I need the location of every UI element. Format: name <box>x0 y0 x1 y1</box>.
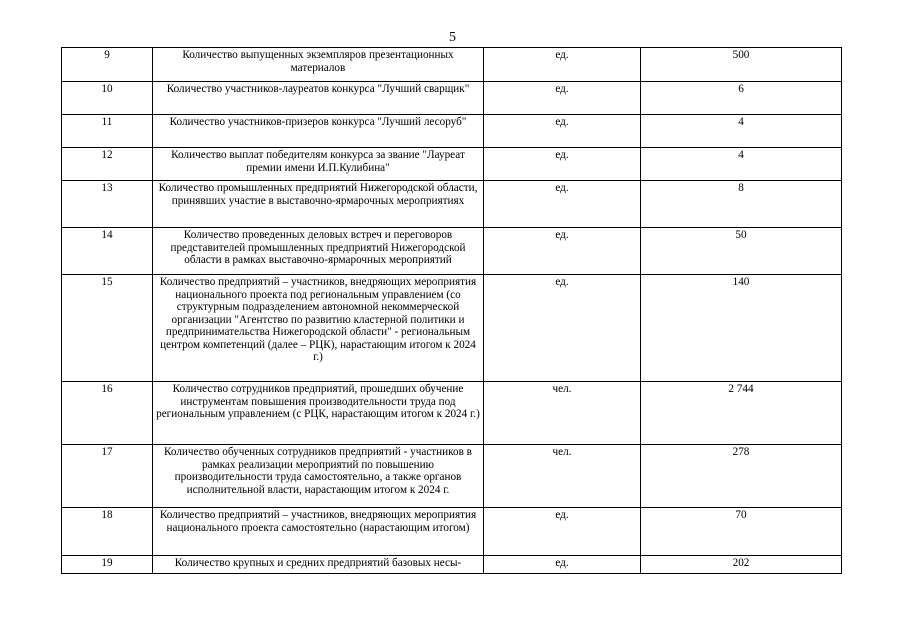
value-cell: 4 <box>641 148 842 181</box>
table-row <box>62 382 842 445</box>
unit-cell: чел. <box>484 445 641 508</box>
table-row <box>62 82 842 115</box>
row-number-cell: 19 <box>62 556 153 574</box>
unit-cell: ед. <box>484 115 641 148</box>
page-number: 5 <box>449 30 456 45</box>
unit-cell: ед. <box>484 82 641 115</box>
indicator-name-cell: Количество крупных и средних предприятий базовых несы- <box>153 556 484 574</box>
indicator-name-cell: Количество промышленных предприятий Нижегородской области, принявших участие в выставочно-ярмарочных мероприятиях <box>153 181 484 228</box>
value-cell: 8 <box>641 181 842 228</box>
value-cell: 70 <box>641 508 842 556</box>
indicator-name-cell: Количество сотрудников предприятий, прошедших обучение инструментам повышения производительности труда под региональным управлением (с РЦК, нарастающим итогом к 2024 г.) <box>153 382 484 445</box>
value-cell: 140 <box>641 275 842 382</box>
row-number-cell: 17 <box>62 445 153 508</box>
value-cell: 278 <box>641 445 842 508</box>
indicator-name-cell: Количество проведенных деловых встреч и переговоров представителей промышленных предприятий Нижегородской области в рамках выставочно-ярмарочных мероприятий <box>153 228 484 275</box>
indicator-name-cell: Количество выпущенных экземпляров презентационных материалов <box>153 48 484 82</box>
indicator-name-cell: Количество предприятий – участников, внедряющих мероприятия национального проекта под региональным управлением (со структурным подразделением автономной некоммерческой организации "Агентство по развитию кластерной политики и предпринимательства Нижегородской области" - региональным центром компетенций (далее – РЦК), нарастающим итогом к 2024 г.) <box>153 275 484 382</box>
unit-cell: ед. <box>484 556 641 574</box>
row-number-cell: 18 <box>62 508 153 556</box>
table-row <box>62 445 842 508</box>
row-number-cell: 15 <box>62 275 153 382</box>
unit-cell: ед. <box>484 228 641 275</box>
value-cell: 500 <box>641 48 842 82</box>
unit-cell: чел. <box>484 382 641 445</box>
table-row <box>62 275 842 382</box>
row-number-cell: 13 <box>62 181 153 228</box>
unit-cell: ед. <box>484 48 641 82</box>
indicator-name-cell: Количество предприятий – участников, внедряющих мероприятия национального проекта самостоятельно (нарастающим итогом) <box>153 508 484 556</box>
value-cell: 202 <box>641 556 842 574</box>
table-row <box>62 508 842 556</box>
row-number-cell: 9 <box>62 48 153 82</box>
indicator-name-cell: Количество участников-призеров конкурса "Лучший лесоруб" <box>153 115 484 148</box>
table-row <box>62 181 842 228</box>
indicator-name-cell: Количество обученных сотрудников предприятий - участников в рамках реализации мероприятий по повышению производительности труда самостоятельно, а также органов исполнительной власти, нарастающим итогом к 2024 г. <box>153 445 484 508</box>
unit-cell: ед. <box>484 508 641 556</box>
row-number-cell: 10 <box>62 82 153 115</box>
indicators-table <box>61 47 842 574</box>
unit-cell: ед. <box>484 148 641 181</box>
value-cell: 2 744 <box>641 382 842 445</box>
table-row <box>62 228 842 275</box>
table-row <box>62 48 842 82</box>
indicator-name-cell: Количество участников-лауреатов конкурса "Лучший сварщик" <box>153 82 484 115</box>
table-row <box>62 115 842 148</box>
row-number-cell: 14 <box>62 228 153 275</box>
indicator-name-cell: Количество выплат победителям конкурса за звание "Лауреат премии имени И.П.Кулибина" <box>153 148 484 181</box>
row-number-cell: 16 <box>62 382 153 445</box>
unit-cell: ед. <box>484 181 641 228</box>
value-cell: 50 <box>641 228 842 275</box>
table-row <box>62 556 842 574</box>
indicators-table-body <box>62 48 842 574</box>
value-cell: 6 <box>641 82 842 115</box>
table-row <box>62 148 842 181</box>
row-number-cell: 12 <box>62 148 153 181</box>
value-cell: 4 <box>641 115 842 148</box>
row-number-cell: 11 <box>62 115 153 148</box>
unit-cell: ед. <box>484 275 641 382</box>
